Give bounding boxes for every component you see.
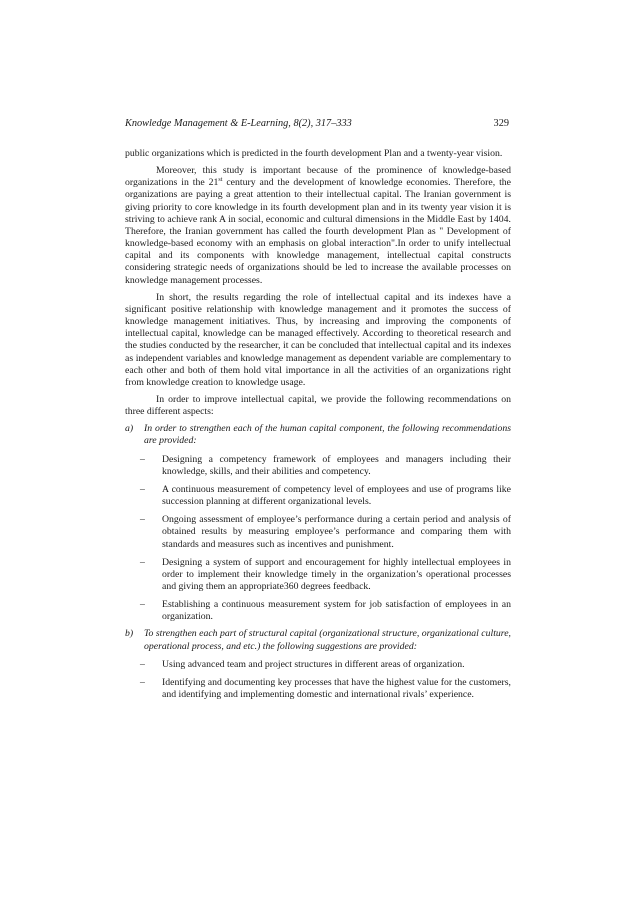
section-b-label: b) bbox=[125, 628, 134, 640]
page-number: 329 bbox=[493, 118, 509, 129]
dash-bullet: – bbox=[140, 483, 145, 495]
list-item-text: A continuous measurement of competency level of employees and use of programs like succession planning at different organizational levels. bbox=[162, 483, 511, 508]
list-item-text: Using advanced team and project structures in different areas of organization. bbox=[162, 658, 465, 670]
list-item-text: Designing a system of support and encouragement for highly intellectual employees in order to implement their knowledge timely in the organization’s operational processes and giving them an appropriate360 degrees feedback. bbox=[162, 556, 511, 592]
dash-bullet: – bbox=[140, 676, 145, 688]
dash-bullet: – bbox=[140, 599, 145, 611]
section-b-heading bbox=[125, 628, 511, 652]
journal-citation: Knowledge Management & E-Learning, 8(2), 317–333 bbox=[125, 118, 352, 129]
section-b-text: To strengthen each part of structural capital (organizational structure, organizational culture, operational process, and etc.) the following suggestions are provided: bbox=[144, 628, 511, 652]
dash-bullet: – bbox=[140, 658, 145, 670]
list-item bbox=[125, 514, 511, 550]
paragraph-importance bbox=[125, 165, 511, 287]
dash-bullet: – bbox=[140, 556, 145, 568]
paragraph-importance-rest: century and the development of knowledge economies. Therefore, the organizations are paying a great attention to their intellectual capital. The Iranian government is giving priority to core knowledge in its fourth development plan and in its twenty year vision it is striving to achieve rank A in social, economic and cultural dimensions in the Middle East by 1404. Therefore, the Iranian government has called the fourth development Plan as " Development of knowledge-based economy with an emphasis on global interaction".In order to unify intellectual capital and its components with knowledge management, intellectual capital constructs considering strategic needs of organizations should be led to increase the available processes on knowledge management processes. bbox=[125, 177, 511, 286]
list-item bbox=[125, 677, 511, 701]
section-a-text: In order to strengthen each of the human capital component, the following recommendations are provided: bbox=[144, 423, 511, 447]
paragraph-recommendations-intro: In order to improve intellectual capital, we provide the following recommendations on three different aspects: bbox=[125, 393, 511, 418]
body-text bbox=[125, 148, 511, 701]
list-item bbox=[125, 599, 511, 623]
paragraph-continuation: public organizations which is predicted in the fourth development Plan and a twenty-year vision. bbox=[125, 148, 503, 159]
paragraph-summary: In short, the results regarding the role of intellectual capital and its indexes have a significant positive relationship with knowledge management and it promotes the success of knowledge management initiatives. Thus, by increasing and improving the components of intellectual capital, knowledge can be managed effectively. According to theoretical research and the studies conducted by the researcher, it can be concluded that intellectual capital and its indexes as independent variables and knowledge management as dependent variable are complementary to each other and both of them hold vital importance in all the activities of an organizations right from knowledge creation to knowledge usage. bbox=[125, 291, 511, 388]
section-a-heading bbox=[125, 423, 511, 447]
list-item-text: Ongoing assessment of employee’s performance during a certain period and analysis of obtained results by measuring employee’s performance and comparing them with standards and measures such as incentives and punishment. bbox=[162, 514, 511, 550]
paragraph-importance-start: Moreover, this study is important because of the prominence of knowledge-based organizations in the 21 bbox=[125, 165, 511, 189]
list-item bbox=[125, 659, 511, 671]
ordinal-suffix: st bbox=[218, 177, 223, 184]
list-item bbox=[125, 557, 511, 593]
list-item-text: Designing a competency framework of employees and managers including their knowledge, skills, and their abilities and competency. bbox=[162, 453, 511, 477]
section-a-label: a) bbox=[125, 423, 134, 435]
list-item bbox=[125, 484, 511, 508]
list-item bbox=[125, 454, 511, 478]
list-item-text: Identifying and documenting key processes that have the highest value for the customers, and identifying and implementing domestic and international rivals’ experience. bbox=[162, 676, 511, 701]
dash-bullet: – bbox=[140, 453, 145, 465]
dash-bullet: – bbox=[140, 514, 145, 526]
running-header bbox=[125, 117, 509, 130]
list-item-text: Establishing a continuous measurement system for job satisfaction of employees in an organization. bbox=[162, 599, 511, 623]
